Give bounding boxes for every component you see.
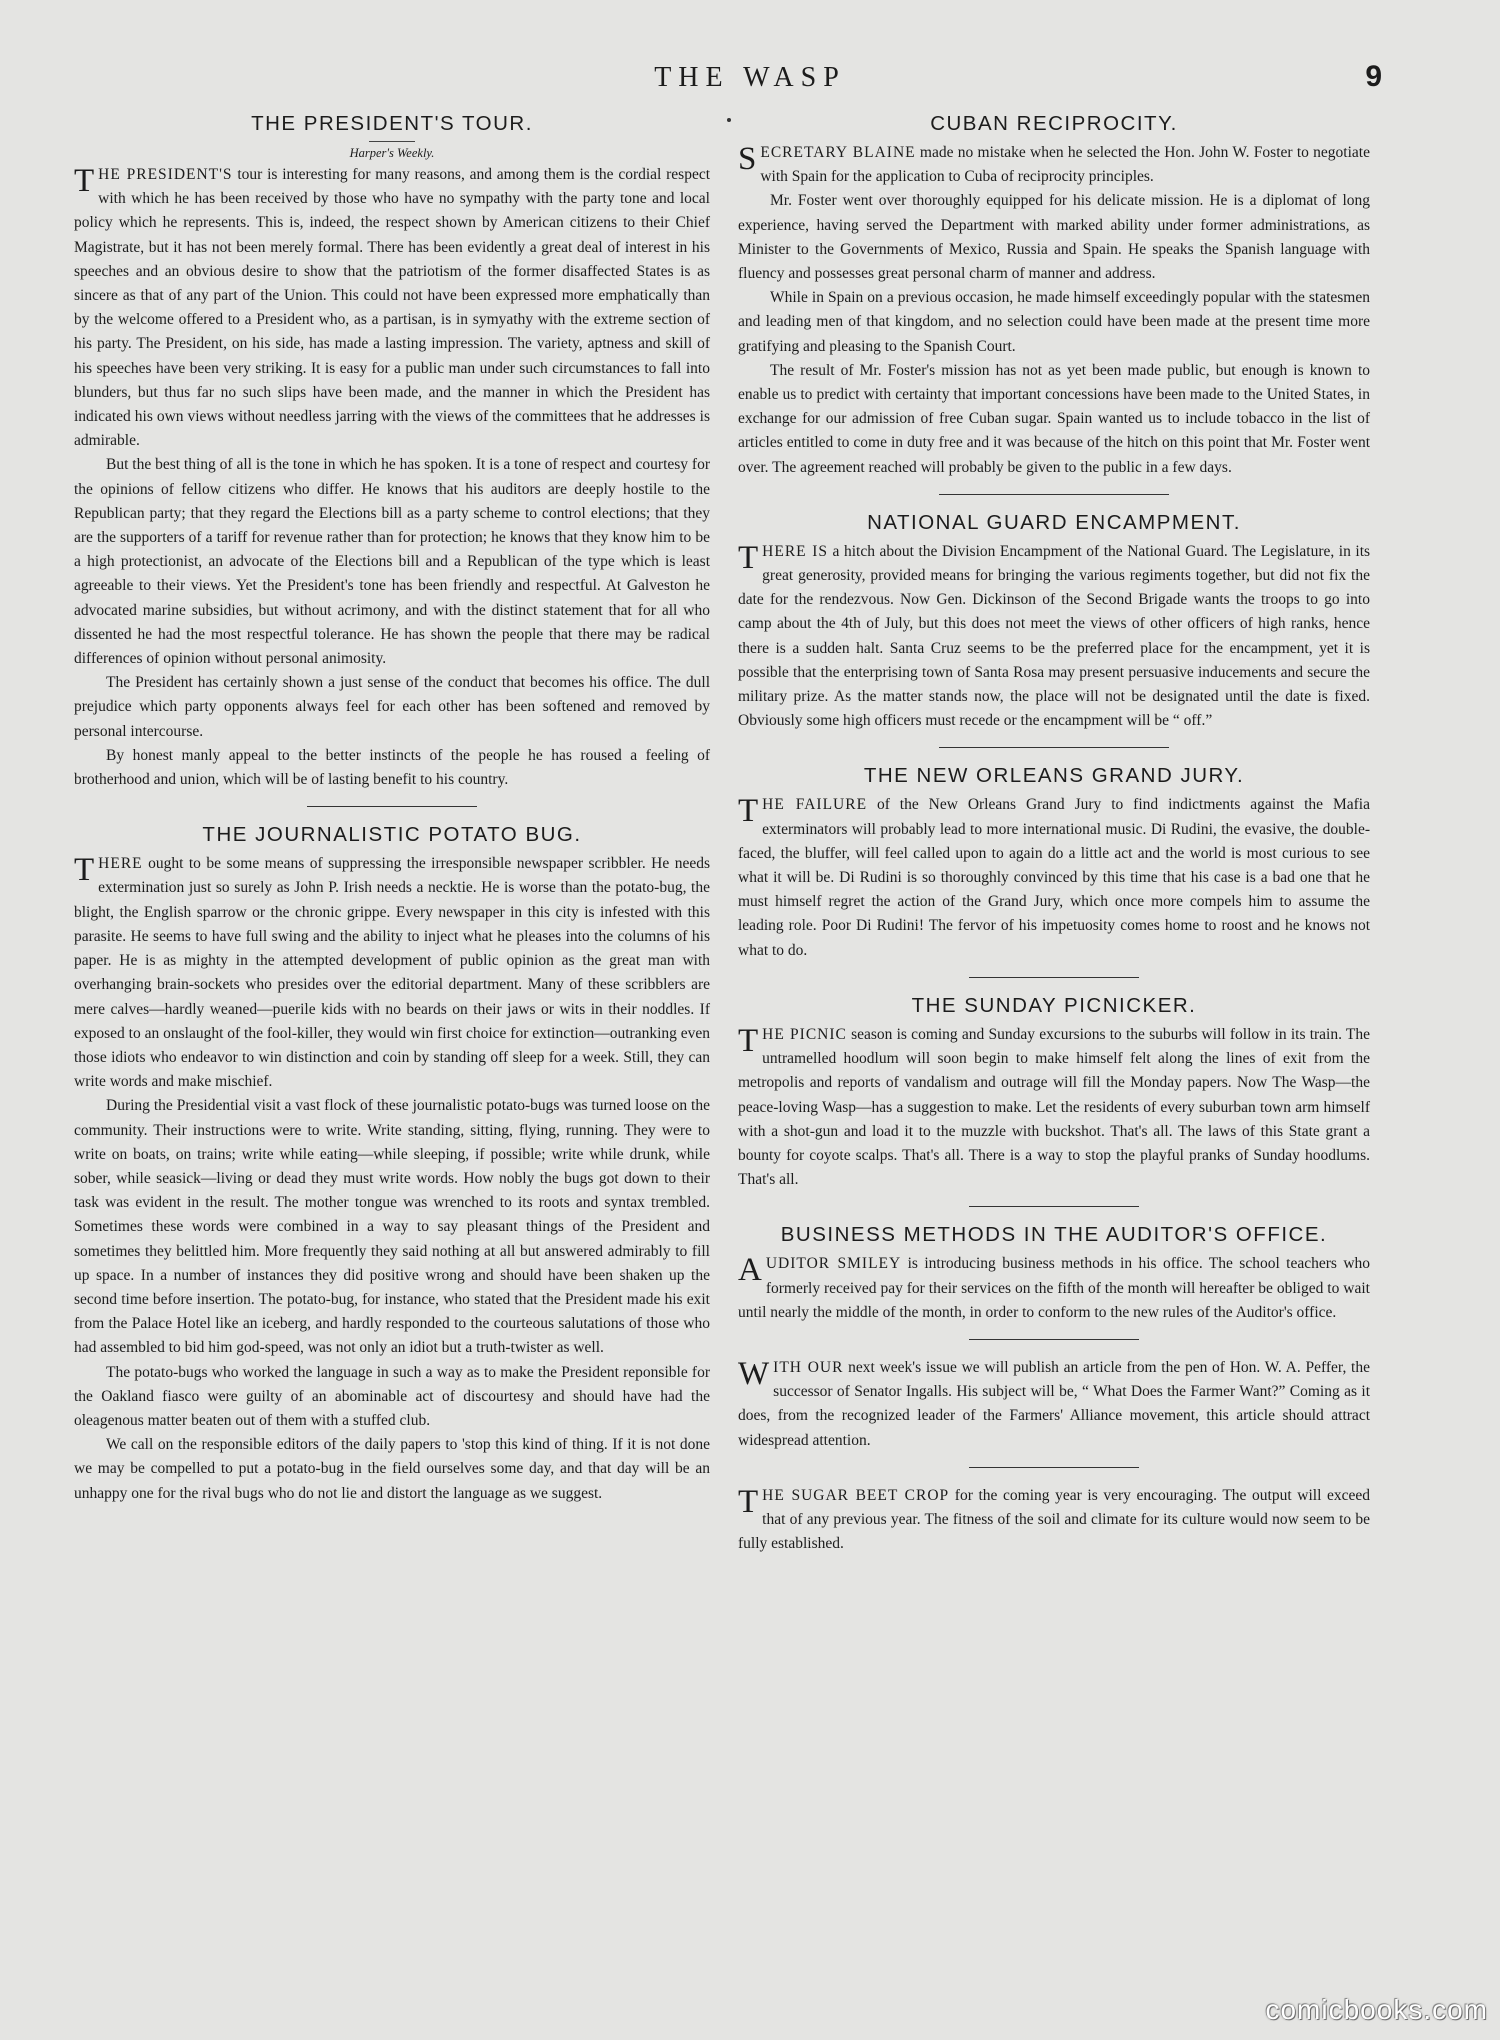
lead-words: HE PICNIC — [762, 1025, 847, 1043]
article-paragraph: The result of Mr. Foster's mission has not as yet been made public, but enough is known to enable us to predict with certainty that important concessions have been made to the United States, in exchange for our admission of free Cuban sugar. Spain wanted us to include tobacco in the list of articles entitled to come in duty free and it was because of the hitch on this point that Mr. Foster went over. The agreement reached will probably be given to the public in a few days. — [738, 361, 1370, 476]
article-headline: NATIONAL GUARD ENCAMPMENT. — [867, 510, 1241, 534]
drop-cap: T — [738, 1483, 759, 1520]
article-headline: THE PRESIDENT'S TOUR. — [251, 112, 533, 135]
site-watermark: comicbooks.com — [1265, 1994, 1488, 2025]
article-new-orleans — [738, 764, 1370, 962]
paragraph-text: of the New Orleans Grand Jury to find indictments against the Mafia exterminators will probably lead to more international music. Di Rudini, the evasive, the double-faced, the bluffer, will feel called upon to again do a little act and the world is most curious to see what it will be. Di Rudini is so thoroughly convinced by this time that his case is a bad one that he must himself regret the action of the Grand Jury, which once more compels him to assume the leading role. Poor Di Rudini! The fervor of his impetuosity comes home to roost and he knows not what to do. — [738, 796, 1370, 959]
lead-words: HE FAILURE — [762, 796, 868, 814]
section-divider — [307, 806, 477, 807]
article-headline: BUSINESS METHODS IN THE AUDITOR'S OFFICE. — [780, 1223, 1328, 1247]
section-divider — [969, 1467, 1139, 1468]
lead-words: ECRETARY BLAINE — [760, 144, 916, 161]
article-paragraph: Mr. Foster went over thoroughly equipped for his delicate mission. He is a diplomat of long experience, having served the Department with marked ability under former administrations, as Minister to the Governments of Mexico, Russia and Spain. He speaks the Spanish language with fluency and possesses great personal charm of manner and address. — [738, 192, 1370, 283]
drop-cap: S — [738, 141, 757, 177]
article-paragraph — [738, 1252, 1370, 1325]
paragraph-text: ought to be some means of suppressing the irresponsible newspaper scribbler. He needs extermination just so surely as John P. Irish needs a necktie. He is worse than the potato-bug, the blight, the English sparrow or the chronic grippe. Every newspaper in this city is infested with this parasite. He seems to have full swing and the ability to inject what he pleases into the columns of his paper. He is as mighty in the attempted development of public opinion as the great man with overhanging brain-sockets who presides over the editorial department. Many of these scribblers are mere calves—hardly weaned—puerile kids with no beards on their jaws or wits in their noddles. If exposed to an onslaught of the fool-killer, they would win first choice for extinction—outranking even those idiots who endeavor to win distinction and coin by standing off sleep for a week. Still, they can write words and make mischief. — [74, 855, 711, 1091]
lead-words: HERE IS — [762, 542, 828, 560]
article-source: Harper's Weekly. — [349, 146, 435, 160]
paragraph-text: season is coming and Sunday excursions to the suburbs will follow in its train. The untramelled hoodlum will soon begin to make himself felt along the lines of exit from the metropolis and reports of vandalism and outrage will fill the Monday papers. Now The Wasp—the peace-loving Wasp—has a suggestion to make. Let the residents of every suburban town arm himself with a shot-gun and load it to the muzzle with buckshot. That's all. The laws of this State grant a bounty for coyote scalps. That's all. There is a way to stop the playful pranks of Sunday hoodlums. That's all. — [738, 1025, 1371, 1189]
drop-cap: A — [738, 1252, 762, 1289]
article-paragraph: The potato-bugs who worked the language in such a way as to make the President reponsible for the Oakland fiasco were guilty of an abominable act of discourtesy and should have had the oleagenous matter beaten out of them with a stuffed club. — [74, 1363, 710, 1429]
drop-cap: T — [738, 1022, 759, 1059]
article-paragraph — [738, 793, 1370, 962]
masthead: THE WASP — [654, 62, 846, 93]
drop-cap: W — [738, 1355, 770, 1392]
section-divider — [969, 977, 1139, 978]
column-ornament — [727, 118, 731, 122]
drop-cap: T — [74, 852, 95, 889]
article-presidents-tour — [74, 112, 710, 792]
paragraph-text: made no mistake when he selected the Hon. John W. Foster to negotiate with Spain for the application to Cuba of reciprocity principles. — [760, 144, 1370, 186]
left-column — [74, 112, 710, 1506]
article-paragraph: During the Presidential visit a vast flock of these journalistic potato-bugs was turned loose on the community. Their instructions were to write. Write standing, sitting, flying, running. They were to write on boats, on trains; write while eating—while sleeping, if possible; write while drunk, while sober, while seasick—living or dead they must write words. How nobly the bugs got down to their task was evident in the result. The mother tongue was wrenched to its roots and syntax trembled. Sometimes these words were combined in a way to say pleasant things of the President and sometimes they belittled him. More frequently they said nothing at all but answered admirably to fill up space. In a number of instances they did positive wrong and should have been shaken up the second time before insertion. The potato-bug, for instance, who stated that the President made his exit from the Palace Hotel like an iceberg, and hardly responded to the courteous salutations of those who had assembled to bid him god-speed, was not only an idiot but a truth-twister as well. — [74, 1097, 710, 1357]
article-national-guard — [738, 511, 1370, 734]
section-divider — [969, 1339, 1139, 1340]
article-paragraph: The President has certainly shown a just sense of the conduct that becomes his office. The dull prejudice which party opponents always feel for each other has been softened and removed by personal intercourse. — [74, 674, 710, 740]
article-headline: THE JOURNALISTIC POTATO BUG. — [202, 823, 582, 847]
page-number: 9 — [1365, 60, 1382, 93]
article-paragraph: While in Spain on a previous occasion, he made himself exceedingly popular with the statesmen and leading men of that kingdom, and no selection could have been made at the present time more gratifying and pleasing to the Spanish Court. — [738, 289, 1370, 355]
section-divider — [939, 747, 1169, 748]
article-sugar-beet — [738, 1484, 1370, 1557]
article-sunday-picnicker — [738, 994, 1370, 1192]
article-paragraph: But the best thing of all is the tone in which he has spoken. It is a tone of respect and courtesy for the opinions of fellow citizens who differ. He knows that his auditors are deeply hostile to the Republican party; that they regard the Elections bill as a party scheme to control elections; that they are the supporters of a tariff for revenue rather than for protection; he knows that they know him to be a high protectionist, an advocate of the Elections bill and a Republican of the type which is least agreeable to their views. Yet the President's tone has been friendly and respectful. At Galveston he advocated marine subsidies, but without acrimony, and with the distinct statement that for all who dissented he had the most respectful tolerance. He has shown the people that there may be radical differences of opinion without personal animosity. — [74, 456, 710, 668]
lead-words: HE SUGAR BEET CROP — [762, 1486, 950, 1504]
drop-cap: T — [738, 793, 759, 830]
paragraph-text: next week's issue we will publish an article from the pen of Hon. W. A. Peffer, the successor of Senator Ingalls. His subject will be, “ What Does the Farmer Want?” Coming as it does, from the recognized leader of the Farmers' Alliance movement, this article should attract widespread attention. — [738, 1358, 1370, 1449]
article-paragraph — [738, 141, 1370, 189]
article-paragraph: We call on the responsible editors of the daily papers to 'stop this kind of thing. If it is not done we may be compelled to put a potato-bug in the field ourselves some day, and that day will be an unhappy one for the rival bugs who do not lie and distort the language as we suggest. — [74, 1436, 710, 1502]
article-paragraph — [738, 1356, 1370, 1453]
article-paragraph — [738, 1023, 1370, 1192]
article-potato-bug — [74, 823, 710, 1505]
article-paragraph: By honest manly appeal to the better instincts of the people he has roused a feeling of brotherhood and union, which will be of lasting benefit to his country. — [74, 746, 710, 789]
article-paragraph — [738, 540, 1370, 734]
article-paragraph — [74, 163, 710, 453]
section-divider — [939, 494, 1169, 495]
paragraph-text: tour is interesting for many reasons, and among them is the cordial respect with which he has been received by those who have no sympathy with the party tone and local policy which he represents. This is, indeed, the respect shown by American citizens to their Chief Magistrate, but it has not been merely formal. There has been evidently a great deal of interest in his speeches and an obvious desire to show that the patriotism of the former disaffected States is as sincere as that of any part of the Union. This could not have been expressed more emphatically than by the welcome offered to a President who, as a partisan, is in symyathy with the extreme section of his party. The President, on his side, has made a lasting impression. The variety, aptness and skill of his speeches have been very striking. It is easy for a public man under such circumstances to fall into blunders, but thus far no such slips have been made, and the manner in which the President has indicated his own views without needless jarring with the views of the committees that he addresses is admirable. — [74, 166, 711, 450]
article-headline: THE NEW ORLEANS GRAND JURY. — [863, 764, 1245, 788]
drop-cap: T — [74, 163, 95, 199]
section-divider — [969, 1206, 1139, 1207]
article-auditor — [738, 1223, 1370, 1325]
drop-cap: T — [738, 539, 759, 576]
source-rule — [369, 141, 415, 142]
lead-words: ITH OUR — [773, 1358, 844, 1376]
lead-words: UDITOR SMILEY — [765, 1255, 902, 1273]
lead-words: HE PRESIDENT'S — [98, 166, 233, 183]
article-paragraph — [74, 852, 710, 1094]
paragraph-text: for the coming year is very encouraging. The output will exceed that of any previous year. The fitness of the soil and climate for its culture would now seem to be fully established. — [738, 1486, 1371, 1553]
article-headline: CUBAN RECIPROCITY. — [930, 112, 1178, 135]
article-headline: THE SUNDAY PICNICKER. — [911, 993, 1197, 1017]
lead-words: HERE — [98, 855, 143, 873]
article-paragraph — [738, 1484, 1370, 1557]
article-cuban-reciprocity — [738, 112, 1370, 480]
article-peffer-notice — [738, 1356, 1370, 1453]
right-column — [738, 112, 1370, 1556]
paragraph-text: a hitch about the Division Encampment of the National Guard. The Legislature, in its great generosity, provided means for bringing the various regiments together, but did not fix the date for the rendezvous. Now Gen. Dickinson of the Second Brigade wants the troops to go into camp about the 4th of July, but this does not meet the views of other officers of high ranks, hence there is a sudden halt. Santa Cruz seems to be the preferred place for the encampment, yet it is possible that the enterprising town of Santa Rosa may present persuasive inducements and secure the military prize. As the matter stands now, the place will not be designated until the date is fixed. Obviously some high officers must recede or the encampment will be “ off.” — [738, 542, 1371, 730]
paragraph-text: is introducing business methods in his office. The school teachers who formerly received pay for their services on the fifth of the month will hereafter be obliged to wait until nearly the middle of the month, in order to conform to the new rules of the Auditor's office. — [738, 1255, 1371, 1321]
